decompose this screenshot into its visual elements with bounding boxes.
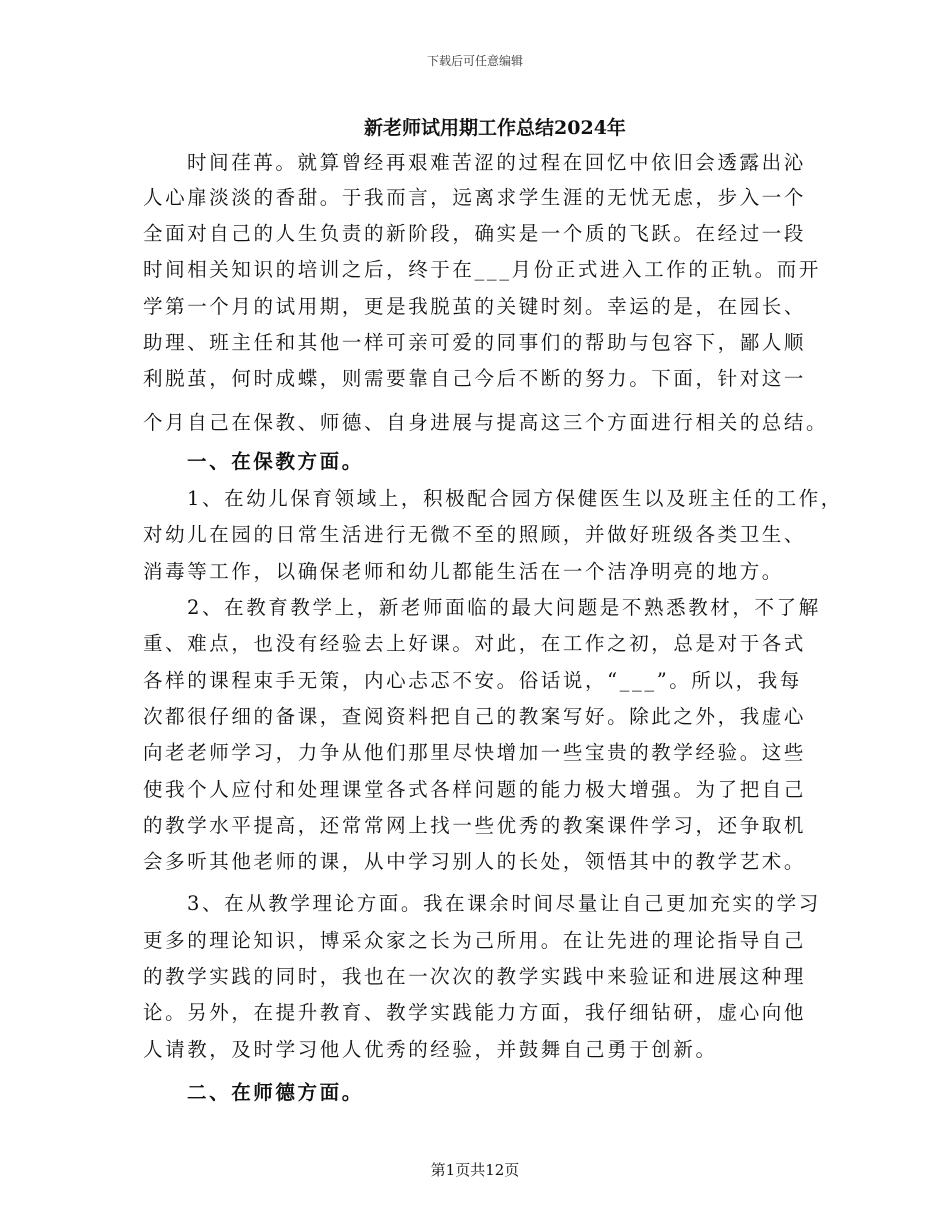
paragraph-line: 个月自己在保教、师德、自身进展与提高这三个方面进行相关的总结。: [143, 411, 829, 434]
paragraph-line: 的教学水平提高，还常常网上找一些优秀的教案课件学习，还争取机: [143, 814, 807, 837]
paragraph-line: 3、在从教学理论方面。我在课余时间尽量让自己更加充实的学习: [187, 892, 821, 915]
paragraph-line: 学第一个月的试用期，更是我脱茧的关键时刻。幸运的是，在园长、: [143, 295, 807, 318]
paragraph-line: 各样的课程束手无策，内心忐忑不安。俗话说，“___”。所以，我每: [143, 669, 802, 692]
paragraph-line: 向老老师学习，力争从他们那里尽快增加一些宝贵的教学经验。这些: [143, 741, 807, 764]
page-header-note: 下载后可任意编辑: [426, 54, 523, 68]
section-heading: 一、在保教方面。: [187, 450, 364, 473]
document-title: 新老师试用期工作总结2024年: [364, 117, 626, 139]
paragraph-line: 2、在教育教学上，新老师面临的最大问题是不熟悉教材，不了解: [187, 596, 821, 619]
paragraph-line: 时间荏苒。就算曾经再艰难苦涩的过程在回忆中依旧会透露出沁: [187, 151, 806, 174]
paragraph-line: 人请教，及时学习他人优秀的经验，并鼓舞自己勇于创新。: [143, 1038, 718, 1061]
paragraph-line: 利脱茧，何时成蝶，则需要靠自己今后不断的努力。下面，针对这一: [143, 367, 807, 390]
page-number: 第1页共12页: [430, 1161, 520, 1179]
paragraph-line: 论。另外，在提升教育、教学实践能力方面，我仔细钻研，虚心向他: [143, 1001, 807, 1024]
section-heading: 二、在师德方面。: [187, 1081, 364, 1104]
paragraph-line: 会多听其他老师的课，从中学习别人的长处，领悟其中的教学艺术。: [143, 850, 807, 873]
paragraph-line: 重、难点，也没有经验去上好课。对此，在工作之初，总是对于各式: [143, 632, 807, 655]
paragraph-line: 助理、班主任和其他一样可亲可爱的同事们的帮助与包容下，鄙人顺: [143, 331, 807, 354]
paragraph-line: 1、在幼儿保育领域上，积极配合园方保健医生以及班主任的工作，: [187, 487, 843, 510]
paragraph-line: 的教学实践的同时，我也在一次次的教学实践中来验证和进展这种理: [143, 965, 807, 988]
paragraph-line: 消毒等工作，以确保老师和幼儿都能生活在一个洁净明亮的地方。: [143, 560, 784, 583]
paragraph-line: 时间相关知识的培训之后，终于在___月份正式进入工作的正轨。而开: [143, 258, 821, 281]
paragraph-line: 全面对自己的人生负责的新阶段，确实是一个质的飞跃。在经过一段: [143, 222, 807, 245]
paragraph-line: 次都很仔细的备课，查阅资料把自己的教案写好。除此之外，我虚心: [143, 705, 807, 728]
paragraph-line: 更多的理论知识，博采众家之长为己所用。在让先进的理论指导自己: [143, 929, 807, 952]
paragraph-line: 对幼儿在园的日常生活进行无微不至的照顾，并做好班级各类卫生、: [143, 523, 807, 546]
paragraph-line: 使我个人应付和处理课堂各式各样问题的能力极大增强。为了把自己: [143, 778, 807, 801]
paragraph-line: 人心扉淡淡的香甜。于我而言，远离求学生涯的无忧无虑，步入一个: [143, 186, 807, 209]
